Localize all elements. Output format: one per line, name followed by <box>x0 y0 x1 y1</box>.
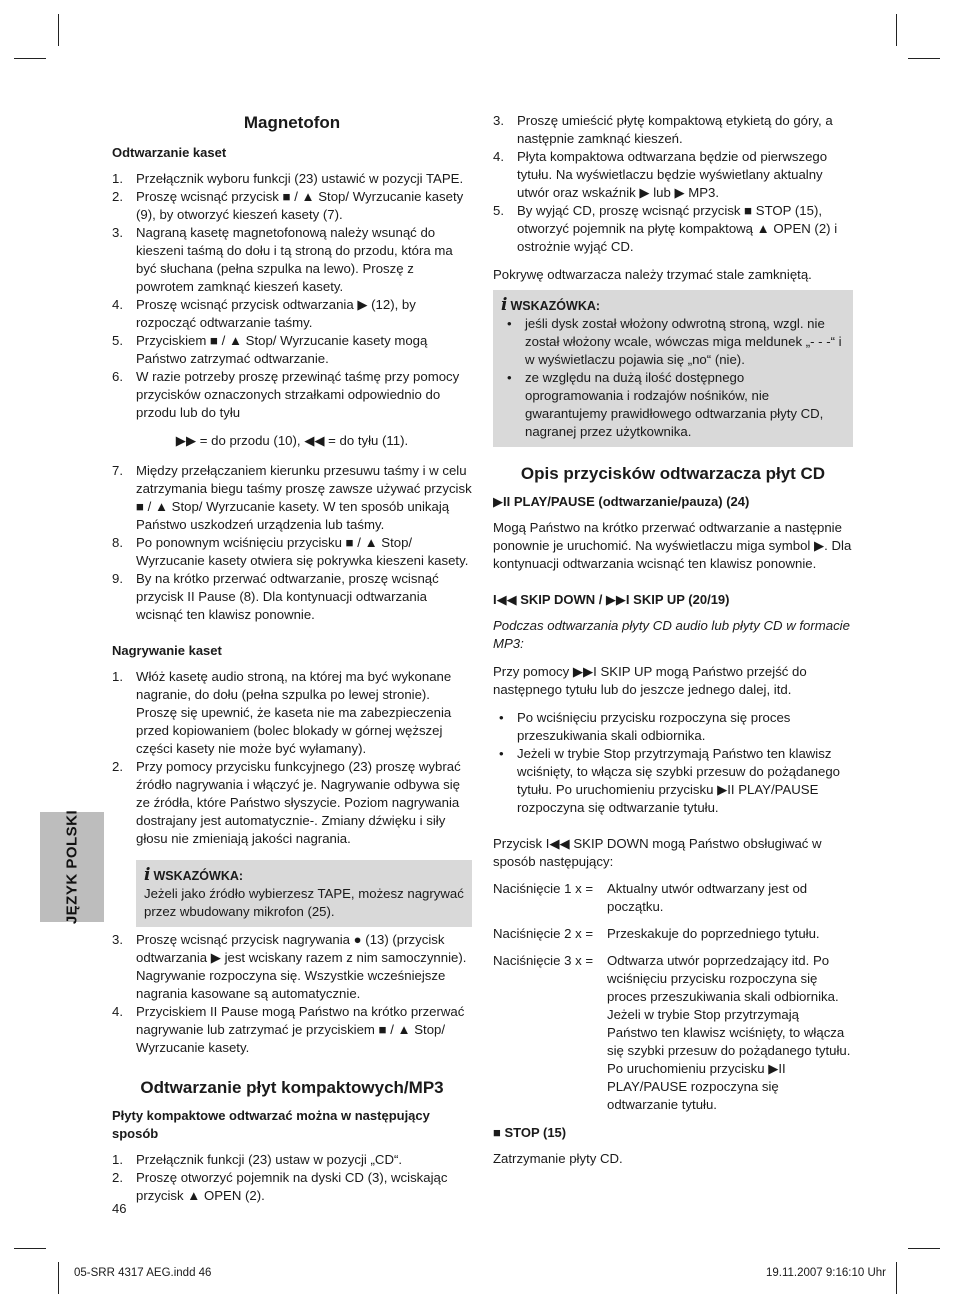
item-text: Między przełączaniem kierunku przesuwu taśmy i w celu zatrzymania biegu taśmy proszę zawsze używać przycisk ■ / ▲ Stop/ Wyrzucanie kasety. W ten sposób unikają Państwo uszkodzeń urządzenia lub taśmy. <box>136 463 472 532</box>
press-table <box>493 880 853 1114</box>
heading-skip: I◀◀ SKIP DOWN / ▶▶I SKIP UP (20/19) <box>493 592 730 607</box>
heading-nagrywanie-kaset: Nagrywanie kaset <box>112 643 222 658</box>
item-text: Przełącznik wyboru funkcji (23) ustawić w pozycji TAPE. <box>136 171 464 186</box>
list-item <box>493 112 853 148</box>
list-item <box>112 931 472 1003</box>
note-title: WSKAZÓWKA: <box>153 869 244 883</box>
note-bullets <box>501 315 845 441</box>
crop-mark <box>896 14 897 46</box>
item-text: By wyjąć CD, proszę wcisnąć przycisk ■ STOP (15), otworzyć pojemnik na płytę kompaktową ▲ OPEN (2) i ostrożnie wyjąć CD. <box>517 203 838 254</box>
bullet-icon: • <box>499 746 504 761</box>
item-text: Włóż kasetę audio stroną, na której ma być wykonane nagranie, do dołu (pełna szpulka po lewej stronie). Proszę się upewnić, że kaseta nie ma zabezpieczenia przed kopiowaniem (bolec blokady w górnej węższej części kasety nie może być wyłamany). <box>136 669 452 756</box>
list-item <box>112 224 472 296</box>
recording-steps-list-continued <box>112 931 472 1057</box>
list-item <box>112 296 472 332</box>
skip-up-text: Przy pomocy ▶▶I SKIP UP mogą Państwo przejść do następnego tytułu lub do jeszcze jednego dalej, itd. <box>493 664 807 697</box>
list-item <box>493 148 853 202</box>
item-number: 4. <box>112 297 123 312</box>
crop-mark <box>908 58 940 59</box>
item-text: Proszę umieścić płytę kompaktową etykietą do góry, a następnie zamknąć kieszeń. <box>517 113 833 146</box>
list-item <box>112 1003 472 1057</box>
item-number: 4. <box>493 149 504 164</box>
item-text: Nagraną kasetę magnetofonową należy wsunąć do kieszeni taśmą do dołu i tą stroną do przodu, która ma być słuchana (pełna szpulka na lewo). Proszę z powrotem zamknąć kieszeń kasety. <box>136 225 453 294</box>
note-text: Jeżeli jako źródło wybierzesz TAPE, możesz nagrywać przez wbudowany mikrofon (25). <box>144 886 464 919</box>
note-header <box>144 866 464 885</box>
list-item <box>112 332 472 368</box>
press-label: Naciśnięcie 1 x = <box>493 881 594 896</box>
press-desc: Przeskakuje do poprzedniego tytułu. <box>607 926 820 941</box>
heading-opis-przyciskow: Opis przycisków odtwarzacza płyt CD <box>520 464 826 483</box>
crop-mark <box>14 58 46 59</box>
item-number: 1. <box>112 171 123 186</box>
item-number: 2. <box>112 759 123 774</box>
item-number: 9. <box>112 571 123 586</box>
press-desc: Aktualny utwór odtwarzany jest od początku. <box>607 881 808 914</box>
item-number: 1. <box>112 1152 123 1167</box>
press-label: Naciśnięcie 3 x = <box>493 953 594 968</box>
item-number: 1. <box>112 669 123 684</box>
tape-steps-list-continued <box>112 462 472 624</box>
crop-mark <box>58 1262 59 1294</box>
item-text: Przyciskiem ■ / ▲ Stop/ Wyrzucanie kasety mogą Państwo zatrzymać odtwarzanie. <box>136 333 428 366</box>
recording-steps-list <box>112 668 472 848</box>
item-text: Proszę wcisnąć przycisk odtwarzania ▶ (12), by rozpocząć odtwarzanie taśmy. <box>136 297 416 330</box>
cd-steps-list-continued <box>493 112 853 256</box>
crop-mark <box>58 14 59 46</box>
note-title: WSKAZÓWKA: <box>510 299 601 313</box>
stop-text: Zatrzymanie płyty CD. <box>493 1151 623 1166</box>
list-item <box>493 709 853 745</box>
item-text: Płyta kompaktowa odtwarzana będzie od pierwszego tytułu. Na wyświetlaczu będzie wyświetlany aktualny utwór oraz wskaźnik ▶ lub ▶ MP3. <box>517 149 828 200</box>
list-item <box>493 202 853 256</box>
crop-mark <box>14 1248 46 1249</box>
footer-timestamp: 19.11.2007 9:16:10 Uhr <box>766 1267 886 1279</box>
page-number: 46 <box>112 1201 127 1216</box>
list-item <box>112 1151 472 1169</box>
play-pause-text: Mogą Państwo na krótko przerwać odtwarzanie a następnie ponownie je uruchomić. Na wyświetlaczu miga symbol ▶. Dla kontynuacji odtwarzania wcisnąć ten klawisz ponownie. <box>493 520 852 571</box>
list-item <box>112 1169 472 1205</box>
bullet-icon: • <box>507 316 512 331</box>
item-text: Proszę wcisnąć przycisk nagrywania ● (13) (przycisk odtwarzania ▶ jest wciskany razem z nim samoczynnie). Nagrywanie rozpoczyna się. Wszystkie wcześniejsze nagrania kasowane są automatycznie. <box>136 932 467 1001</box>
item-number: 2. <box>112 189 123 204</box>
heading-odtwarzanie-kaset: Odtwarzanie kaset <box>112 145 227 160</box>
item-text: Proszę wcisnąć przycisk ■ / ▲ Stop/ Wyrzucanie kasety (9), by otworzyć kieszeń kasety (7). <box>136 189 464 222</box>
press-label: Naciśnięcie 2 x = <box>493 926 594 941</box>
note-box-cd <box>493 290 853 447</box>
item-text: Przy pomocy przycisku funkcyjnego (23) proszę wybrać źródło nagrywania i włączyć je. Nagrywanie odbywa się ze źródła, które Państwo słyszycie. Poziom nagrywania dostrajany jest automatycznie-. Zmiany dźwięku i siły głosu nie zmieniają jakości nagrania. <box>136 759 461 846</box>
item-text: Proszę otworzyć pojemnik na dyski CD (3), wciskając przycisk ▲ OPEN (2). <box>136 1170 448 1203</box>
cd-steps-list <box>112 1151 472 1205</box>
skip-down-text: Przycisk I◀◀ SKIP DOWN mogą Państwo obsługiwać w sposób następujący: <box>493 836 822 869</box>
item-number: 7. <box>112 463 123 478</box>
right-column <box>493 108 853 1168</box>
list-item <box>112 758 472 848</box>
skip-intro: Podczas odtwarzania płyty CD audio lub płyty CD w formacie MP3: <box>493 618 850 651</box>
item-text: W razie potrzeby proszę przewinąć taśmę przy pomocy przycisków oznaczonych strzałkami odpowiednio do przodu lub do tyłu <box>136 369 460 420</box>
item-number: 5. <box>493 203 504 218</box>
skip-bullets <box>493 709 853 817</box>
item-number: 3. <box>112 932 123 947</box>
wind-directions: ▶▶ = do przodu (10), ◀◀ = do tyłu (11). <box>175 433 409 448</box>
info-icon: i <box>144 865 151 885</box>
heading-magnetofon: Magnetofon <box>243 113 341 132</box>
list-item <box>112 668 472 758</box>
press-desc: Odtwarza utwór poprzedzający itd. Po wciśnięciu przycisku rozpoczyna się proces przeszukiwania skali odbiornika. Jeżeli w trybie Stop przytrzymają Państwo ten klawisz wciśnięty, to włącza się szybki przesuw do pożądanego tytułu. Po uruchomieniu przycisku ▶II PLAY/PAUSE rozpoczyna się odtwarzanie tytułu. <box>607 953 851 1112</box>
info-icon: i <box>501 295 508 315</box>
item-number: 3. <box>493 113 504 128</box>
heading-cd-sub: Płyty kompaktowe odtwarzać można w następujący sposób <box>112 1108 430 1141</box>
item-number: 6. <box>112 369 123 384</box>
item-text: By na krótko przerwać odtwarzanie, proszę wcisnąć przycisk II Pause (8). Dla kontynuacji odtwarzania wcisnąć ten klawisz ponownie. <box>136 571 439 622</box>
item-text: jeśli dysk został włożony odwrotną stroną, wzgl. nie został włożony wcale, wówczas miga meldunek „- - -“ i w wyświetlaczu pojawia się „no“ (nie). <box>525 316 842 367</box>
heading-stop: ■ STOP (15) <box>493 1125 567 1140</box>
list-item <box>501 369 845 441</box>
tape-steps-list <box>112 170 472 422</box>
list-item <box>112 368 472 422</box>
item-number: 5. <box>112 333 123 348</box>
cover-note: Pokrywę odtwarzacza należy trzymać stale zamkniętą. <box>493 267 812 282</box>
item-text: Przyciskiem II Pause mogą Państwo na krótko przerwać nagrywanie lub zatrzymać je przyciskiem ■ / ▲ Stop/ Wyrzucanie kasety. <box>136 1004 465 1055</box>
language-tab-label: JĘZYK POLSKI <box>63 809 81 925</box>
bullet-icon: • <box>507 370 512 385</box>
item-text: ze względu na dużą ilość dostępnego oprogramowania i rodzajów nośników, nie gwarantujemy prawidłowego odtwarzania płyty CD, nagranej przez użytkownika. <box>525 370 824 439</box>
item-number: 2. <box>112 1170 123 1185</box>
list-item <box>493 745 853 817</box>
heading-cd-mp3: Odtwarzanie płyt kompaktowych/MP3 <box>140 1078 444 1097</box>
item-text: Po ponownym wciśnięciu przycisku ■ / ▲ Stop/ Wyrzucanie kasety otwiera się pokrywka kieszeni kasety. <box>136 535 469 568</box>
list-item <box>501 315 845 369</box>
item-text: Po wciśnięciu przycisku rozpoczyna się proces przeszukiwania skali odbiornika. <box>517 710 791 743</box>
item-number: 8. <box>112 535 123 550</box>
heading-play-pause: ▶II PLAY/PAUSE (odtwarzanie/pauza) (24) <box>493 494 750 509</box>
list-item <box>112 462 472 534</box>
list-item <box>112 170 472 188</box>
item-number: 3. <box>112 225 123 240</box>
crop-mark <box>896 1262 897 1294</box>
list-item <box>112 188 472 224</box>
note-box-recording <box>136 860 472 927</box>
item-text: Jeżeli w trybie Stop przytrzymają Państwo ten klawisz wciśnięty, to włącza się szybki przesuw do pożądanego tytułu. Po uruchomieniu przycisku ▶II PLAY/PAUSE rozpoczyna się odtwarzanie tytułu. <box>517 746 841 815</box>
bullet-icon: • <box>499 710 504 725</box>
list-item <box>112 570 472 624</box>
note-header <box>501 296 845 315</box>
crop-mark <box>908 1248 940 1249</box>
item-number: 4. <box>112 1004 123 1019</box>
footer-file-info: 05-SRR 4317 AEG.indd 46 <box>74 1267 212 1279</box>
list-item <box>112 534 472 570</box>
left-column <box>112 108 472 1205</box>
item-text: Przełącznik funkcji (23) ustaw w pozycji „CD“. <box>136 1152 403 1167</box>
language-tab <box>40 809 104 925</box>
